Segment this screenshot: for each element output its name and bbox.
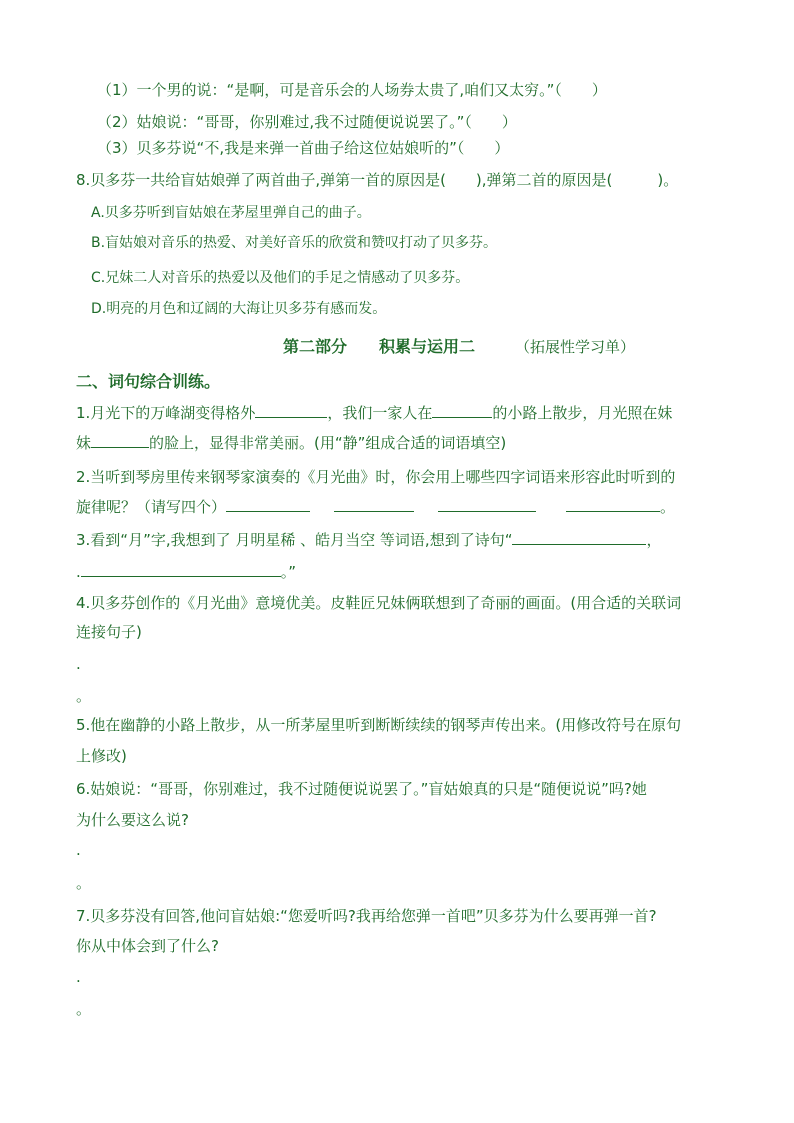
q8-option-c: C.兄妹二人对音乐的热爱以及他们的手足之情感动了贝多芬。	[91, 270, 470, 286]
p4-line-2: 连接句子)	[76, 623, 142, 641]
p6-line-1: 6.姑娘说：“哥哥，你别难过，我不过随便说说罢了。”盲姑娘真的只是“随便说说”吗?她	[76, 780, 647, 798]
p6-line-2: 为什么要这么说?	[76, 811, 189, 829]
p4-answer-line-2[interactable]: 。	[76, 687, 92, 705]
q8-option-a: A.贝多芬听到盲姑娘在茅屋里弹自己的曲子。	[91, 205, 371, 221]
p2-text-c: 。	[660, 498, 676, 516]
p7-answer-line-2[interactable]: 。	[76, 1000, 92, 1018]
q7-sub-3: （3）贝多芬说“不,我是来弹一首曲子给这位姑娘听的”（ ）	[97, 139, 510, 157]
p1-line-1	[76, 403, 672, 423]
p3-blank-1[interactable]	[512, 530, 646, 545]
p1-text-d: 妹	[76, 434, 92, 452]
p1-text-e: 的脸上，显得非常美丽。(用“静”组成合适的词语填空)	[149, 434, 507, 452]
q8-option-b: B.盲姑娘对音乐的热爱、对美好音乐的欣赏和赞叹打动了贝多芬。	[91, 235, 498, 251]
p3-text-c: .	[76, 563, 81, 581]
part-2-subtitle: （拓展性学习单）	[515, 338, 636, 356]
p3-blank-2[interactable]	[81, 562, 281, 577]
p6-answer-line-1[interactable]: .	[76, 841, 81, 859]
p3-text-a: 3.看到“月”字,我想到了 月明星稀 、皓月当空 等词语,想到了诗句“	[76, 531, 513, 549]
p2-text-b: 旋律呢？（请写四个）	[76, 498, 227, 516]
p4-answer-line-1[interactable]: .	[76, 655, 81, 673]
p3-line-2	[76, 562, 296, 582]
p1-text-b: ，我们一家人在	[327, 404, 433, 422]
p2-blank-4[interactable]	[566, 497, 660, 512]
p1-blank-1[interactable]	[255, 403, 327, 418]
p3-text-b: ，	[646, 531, 662, 549]
q8-option-d: D.明亮的月色和辽阔的大海让贝多芬有感而发。	[91, 301, 387, 317]
p1-blank-2[interactable]	[432, 403, 492, 418]
p1-text-c: 的小路上散步，月光照在妹	[492, 404, 673, 422]
p2-line-2	[76, 497, 675, 517]
p5-line-2: 上修改)	[76, 747, 127, 765]
p2-blank-2[interactable]	[334, 497, 414, 512]
part-2-main-title: 第二部分 积累与运用二	[283, 337, 476, 356]
q7-sub-1: （1）一个男的说：“是啊，可是音乐会的人场券太贵了,咱们又太穷。”（ ）	[97, 81, 607, 99]
section-2-heading: 二、词句综合训练。	[76, 372, 221, 391]
question-8-stem: 8.贝多芬一共给盲姑娘弹了两首曲子,弹第一首的原因是( ),弹第二首的原因是( )。	[76, 171, 679, 189]
p1-text-a: 1.月光下的万峰湖变得格外	[76, 404, 256, 422]
p2-blank-3[interactable]	[438, 497, 536, 512]
q7-sub-2: （2）姑娘说：“哥哥，你别难过,我不过随便说说罢了。”（ ）	[97, 113, 517, 131]
p2-line-1: 2.当听到琴房里传来钢琴家演奏的《月光曲》时，你会用上哪些四字词语来形容此时听到的	[76, 468, 676, 486]
p3-text-d: 。”	[280, 563, 297, 581]
p7-line-2: 你从中体会到了什么?	[76, 937, 219, 955]
p1-line-2	[76, 433, 506, 453]
p6-answer-line-2[interactable]: 。	[76, 874, 92, 892]
p4-line-1: 4.贝多芬创作的《月光曲》意境优美。皮鞋匠兄妹俩联想到了奇丽的画面。(用合适的关联词	[76, 594, 682, 612]
p7-answer-line-1[interactable]: .	[76, 968, 81, 986]
p1-blank-3[interactable]	[91, 433, 149, 448]
p5-line-1: 5.他在幽静的小路上散步，从一所茅屋里听到断断续续的钢琴声传出来。(用修改符号在原句	[76, 716, 682, 734]
p3-line-1	[76, 530, 661, 550]
p2-blank-1[interactable]	[226, 497, 310, 512]
p7-line-1: 7.贝多芬没有回答,他问盲姑娘:“您爱听吗?我再给您弹一首吧”贝多芬为什么要再弹一首?	[76, 907, 657, 925]
